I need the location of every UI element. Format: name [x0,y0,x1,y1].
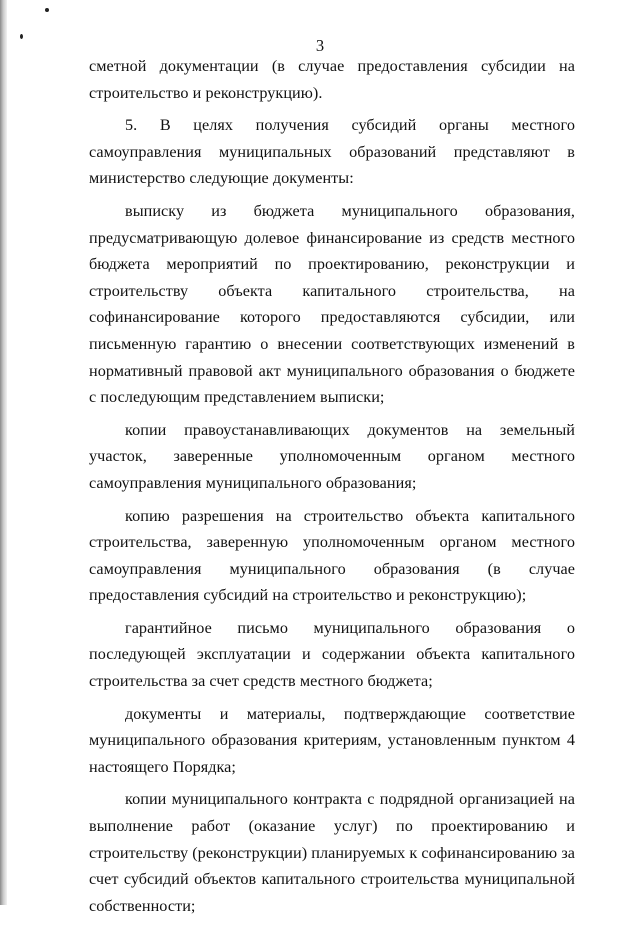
scan-speck [45,8,49,12]
scan-edge-shadow [0,0,7,905]
paragraph-construction-permit: копию разрешения на строительство объекта капитального строительства, заверенную уполномоченным органом местного самоуправления муниципального образования (в случае предоставления субсидий на строительство и реконструкцию); [89,506,575,605]
paragraph-land-documents: копии правоустанавливающих документов на земельный участок, заверенные уполномоченным органом местного самоуправления муниципального образования; [89,420,575,492]
paragraph-continuation: сметной документации (в случае предоставления субсидии на строительство и реконструкцию). [89,57,575,102]
paragraph-guarantee-letter: гарантийное письмо муниципального образования о последующей эксплуатации и содержании объекта капитального строительства за счет средств местного бюджета; [89,618,575,691]
page-number: 3 [315,36,325,55]
paragraph-clause-5: 5. В целях получения субсидий органы местного самоуправления муниципальных образований представляют в министерство следующие документы: [89,116,575,188]
paragraph-budget-extract: выписку из бюджета муниципального образования, предусматривающую долевое финансирование из средств местного бюджета мероприятий по проектированию, реконструкции и строительству объекта капитального строительства, на софинансирование которого предоставляются субсидии, или письменную гарантию о внесении соответствующих изменений в нормативный правовой акт муниципального образования о бюджете с последующим представлением выписки; [89,201,575,407]
paragraph-municipal-contract: копии муниципального контракта с подрядной организацией на выполнение работ (оказание услуг) по проектированию и строительству (реконструкции) планируемых к софинансированию за счет субсидий объектов капитального строительства муниципальной собственности; [89,790,575,915]
paragraph-criteria-documents: документы и материалы, подтверждающие соответствие муниципального образования критериям, установленным пунктом 4 настоящего Порядка; [89,704,575,776]
document-body [89,53,575,925]
